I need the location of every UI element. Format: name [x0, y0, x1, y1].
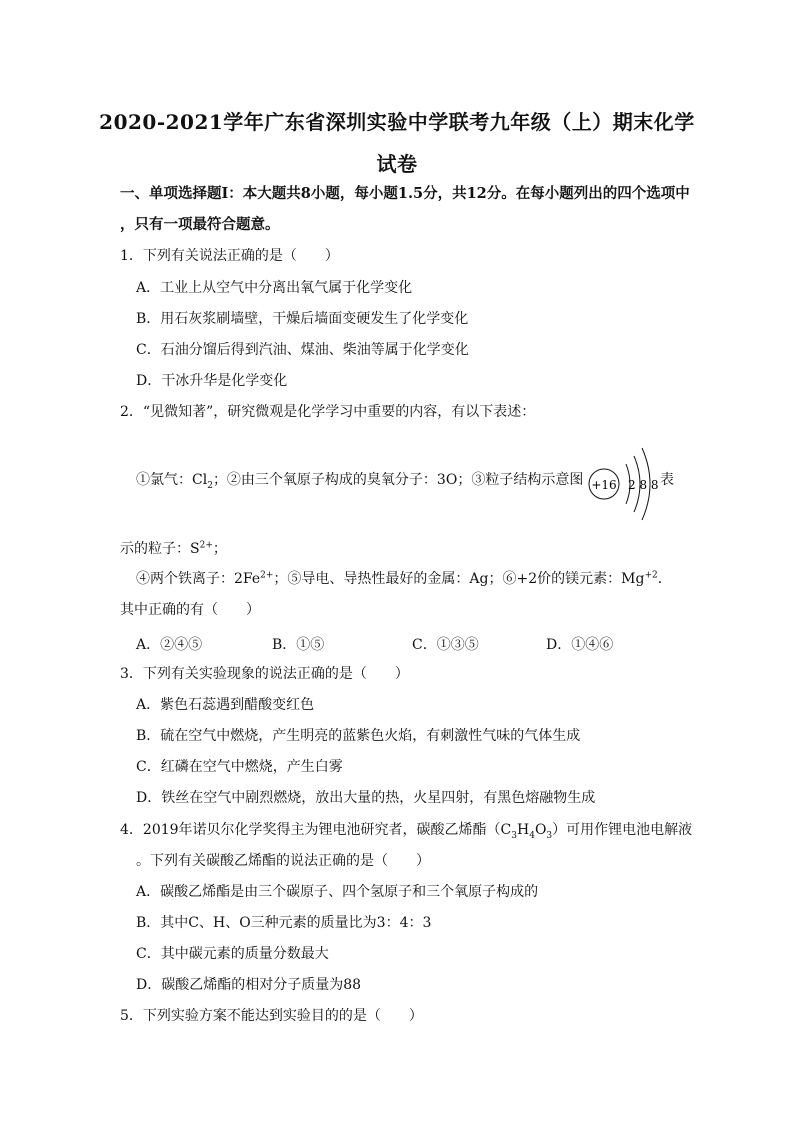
q4-formula-o: O: [534, 822, 547, 838]
q2-s1-pre: ①氯气：Cl: [136, 472, 208, 488]
q4-stem-line1: [120, 820, 692, 840]
q4-stem-post: ）可用作锂电池电解液: [552, 822, 693, 838]
q1-option-d: D．干冰升华是化学变化: [136, 373, 288, 389]
q2-s2-pre: 示的粒子：S: [120, 541, 200, 557]
q2-s4-sup2: +2: [644, 570, 658, 581]
exam-title-line2: 试卷: [376, 152, 418, 176]
q1-stem: 1．下列有关说法正确的是（ ）: [120, 248, 339, 264]
q2-s4-mid: ；⑤导电、导热性最好的金属：Ag；⑥+2价的镁元素：Mg: [273, 571, 645, 587]
section1-heading-line2: ，只有一项最符合题意。: [120, 216, 280, 233]
q1-option-b: B．用石灰浆刷墙壁，干燥后墙面变硬发生了化学变化: [136, 311, 469, 327]
q4-option-c: C．其中碳元素的质量分数最大: [136, 946, 329, 962]
sulfur-ion-structure-diagram: [584, 444, 670, 524]
q4-option-b: B．其中C、H、O三种元素的质量比为3：4：3: [136, 915, 432, 931]
q2-statement-tail: 表: [660, 472, 674, 488]
atom-shell-electrons: 2 8 8: [628, 478, 659, 492]
q2-option-c: C．①③⑤: [412, 637, 479, 653]
q2-which: 其中正确的有（ ）: [120, 602, 260, 618]
q1-option-c: C．石油分馏后得到汽油、煤油、柴油等属于化学变化: [136, 342, 469, 358]
q3-option-b: B．硫在空气中燃烧，产生明亮的蓝紫色火焰，有刺激性气味的气体生成: [136, 728, 581, 744]
q4-formula-h: H: [516, 822, 530, 838]
q2-option-d: D．①④⑥: [546, 637, 614, 653]
q2-s4-pre: ④两个铁离子：2Fe: [136, 571, 261, 587]
q4-stem-pre: 4．2019年诺贝尔化学奖得主为锂电池研究者，碳酸乙烯酯（C: [120, 822, 512, 838]
q2-s2-sup: 2+: [199, 540, 213, 551]
section1-heading-line1: 一、单项选择题Ⅰ：本大题共8小题，每小题1.5分，共12分。在每小题列出的四个选项中: [120, 185, 690, 202]
q4-option-d: D．碳酸乙烯酯的相对分子质量为88: [136, 977, 362, 993]
q2-s4-sup: 2+: [260, 570, 274, 581]
q2-s2-post: ；: [212, 541, 227, 557]
q2-option-a: A．②④⑤: [136, 637, 203, 653]
q3-option-c: C．红磷在空气中燃烧，产生白雾: [136, 759, 343, 775]
q2-statement-line3: [136, 569, 672, 589]
exam-title-line1: 2020-2021学年广东省深圳实验中学联考九年级（上）期末化学: [99, 110, 695, 134]
q4-formula-sub1: 3: [511, 830, 517, 841]
q1-option-a: A．工业上从空气中分离出氧气属于化学变化: [136, 280, 413, 296]
q3-stem: 3．下列有关实验现象的说法正确的是（ ）: [120, 666, 409, 682]
q2-statement-line2: [120, 539, 227, 559]
q2-option-b: B．①⑤: [272, 637, 325, 653]
q3-option-d: D．铁丝在空气中剧烈燃烧，放出大量的热，火星四射，有黑色熔融物生成: [136, 790, 596, 806]
q2-s1-post: ；②由三个氧原子构成的臭氧分子：3O；③粒子结构示意图: [212, 472, 584, 488]
q4-option-a: A．碳酸乙烯酯是由三个碳原子、四个氢原子和三个氧原子构成的: [136, 884, 539, 900]
q3-option-a: A．紫色石蕊遇到醋酸变红色: [136, 697, 315, 713]
q4-formula-sub2: 4: [529, 830, 535, 841]
atom-nucleus-label: +16: [591, 478, 617, 492]
q2-stem: 2．“见微知著”，研究微观是化学学习中重要的内容，有以下表述：: [120, 404, 536, 420]
q5-stem: 5．下列实验方案不能达到实验目的的是（ ）: [120, 1008, 423, 1024]
q4-stem-line2: 。下列有关碳酸乙烯酯的说法正确的是（ ）: [136, 853, 430, 869]
q2-statement-line1: [136, 470, 583, 490]
q2-s1-sub: 2: [207, 480, 213, 491]
q2-s4-post: ．: [657, 571, 672, 587]
q4-formula-sub3: 3: [546, 830, 553, 841]
